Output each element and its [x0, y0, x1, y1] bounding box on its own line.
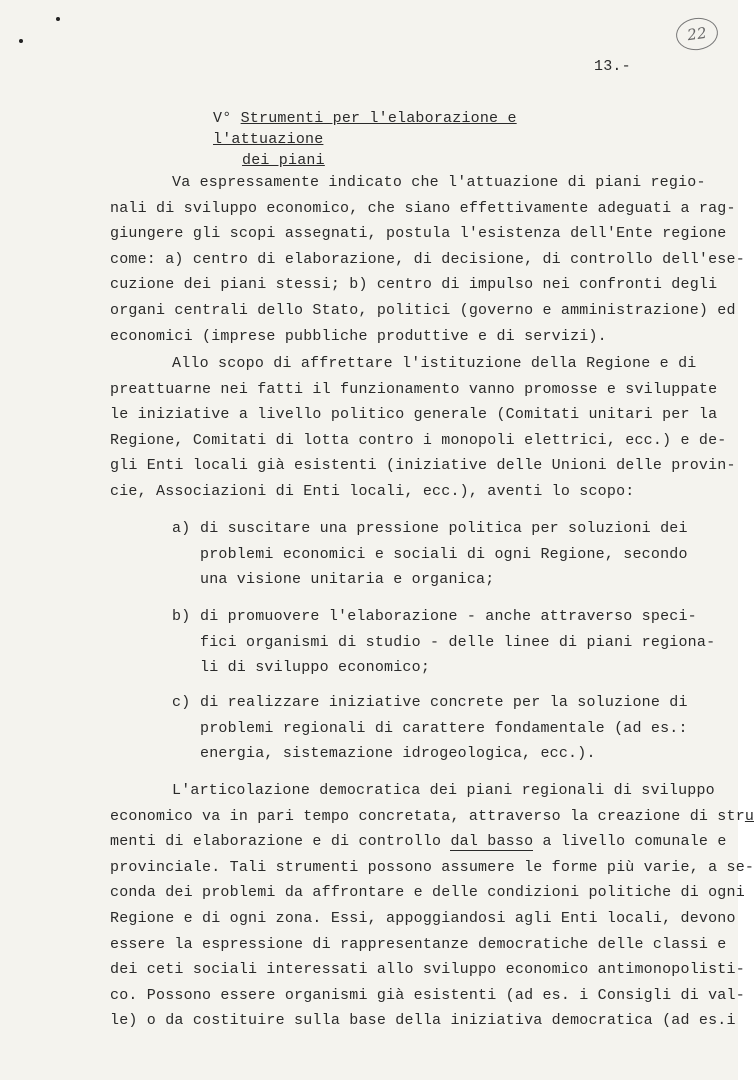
- text-line: organi centrali dello Stato, politici (governo e amministrazione) ed: [110, 301, 736, 319]
- text-line: giungere gli scopi assegnati, postula l'esistenza dell'Ente regione: [110, 225, 727, 243]
- paragraph-2: [110, 351, 736, 505]
- text-line: economici (imprese pubbliche produttive e di servizi).: [110, 327, 607, 345]
- text-line: essere la espressione di rappresentanze democratiche delle classi e: [110, 935, 727, 953]
- text-line: cie, Associazioni di Enti locali, ecc.), aventi lo scopo:: [110, 482, 635, 500]
- text-line: dei ceti sociali interessati allo sviluppo economico antimonopolisti-: [110, 961, 745, 979]
- text-line: cuzione dei piani stessi; b) centro di impulso nei confronti degli: [110, 276, 718, 294]
- ink-mark: [19, 39, 23, 43]
- text-line: preattuarne nei fatti il funzionamento vanno promosse e sviluppate: [110, 380, 718, 398]
- text-line: gli Enti locali già esistenti (iniziative delle Unioni delle provin-: [110, 457, 736, 475]
- text-line: energia, sistemazione idrogeologica, ecc.).: [200, 745, 596, 763]
- text-line: una visione unitaria e organica;: [200, 571, 495, 589]
- text-line: fici organismi di studio - delle linee di piani regiona-: [200, 633, 716, 651]
- underlined-fragment: u: [744, 807, 754, 825]
- section-heading: [213, 108, 633, 171]
- text-line: le iniziative a livello politico generale (Comitati unitari per la: [110, 406, 718, 424]
- text-line: problemi economici e sociali di ogni Regione, secondo: [200, 545, 688, 563]
- text-line: le) o da costituire sulla base della iniziativa democratica (ad es.i: [110, 1012, 736, 1030]
- text-line: nali di sviluppo economico, che siano effettivamente adeguati a rag-: [110, 199, 736, 217]
- text-line: di suscitare una pressione politica per soluzioni dei: [200, 520, 688, 537]
- text-fragment: menti di elaborazione e di controllo: [110, 833, 451, 851]
- text-line: conda dei problemi da affrontare e delle condizioni politiche di ogni: [110, 884, 745, 902]
- text-line: problemi regionali di carattere fondamentale (ad es.:: [200, 719, 688, 737]
- text-fragment: a livello comunale e: [533, 833, 727, 851]
- text-line: Regione e di ogni zona. Essi, appoggiandosi agli Enti locali, devono: [110, 909, 736, 927]
- section-numeral: V°: [213, 110, 232, 127]
- text-line: Allo scopo di affrettare l'istituzione della Regione e di: [172, 355, 697, 372]
- text-line: di realizzare iniziative concrete per la soluzione di: [200, 694, 688, 711]
- text-fragment: economico va in pari tempo concretata, attraverso la creazione di str: [110, 807, 745, 825]
- text-line: [110, 829, 727, 855]
- text-line: Regione, Comitati di lotta contro i monopoli elettrici, ecc.) e de-: [110, 431, 727, 449]
- text-line: di promuovere l'elaborazione - anche attraverso speci-: [200, 608, 697, 625]
- paragraph-3: [110, 778, 754, 1034]
- section-title-line2: dei piani: [242, 152, 325, 169]
- text-line: L'articolazione democratica dei piani regionali di sviluppo: [172, 782, 715, 799]
- paragraph-1: [110, 170, 745, 349]
- page-number: 13.-: [594, 58, 631, 75]
- ink-mark: [56, 17, 60, 21]
- archive-number-stamp: 22: [674, 15, 720, 53]
- text-line: come: a) centro di elaborazione, di decisione, di controllo dell'ese-: [110, 250, 745, 268]
- section-title-line1: Strumenti per l'elaborazione e l'attuazione: [213, 110, 517, 148]
- underlined-fragment: dal basso: [450, 833, 534, 851]
- text-line: [110, 804, 754, 830]
- text-line: Va espressamente indicato che l'attuazione di piani regio-: [172, 174, 706, 191]
- text-line: li di sviluppo economico;: [200, 659, 431, 677]
- text-line: provinciale. Tali strumenti possono assumere le forme più varie, a se-: [110, 858, 754, 876]
- list-item-label: a): [172, 520, 191, 537]
- list-item-label: b): [172, 608, 191, 625]
- list-item-label: c): [172, 694, 191, 711]
- text-line: co. Possono essere organismi già esistenti (ad es. i Consigli di val-: [110, 986, 745, 1004]
